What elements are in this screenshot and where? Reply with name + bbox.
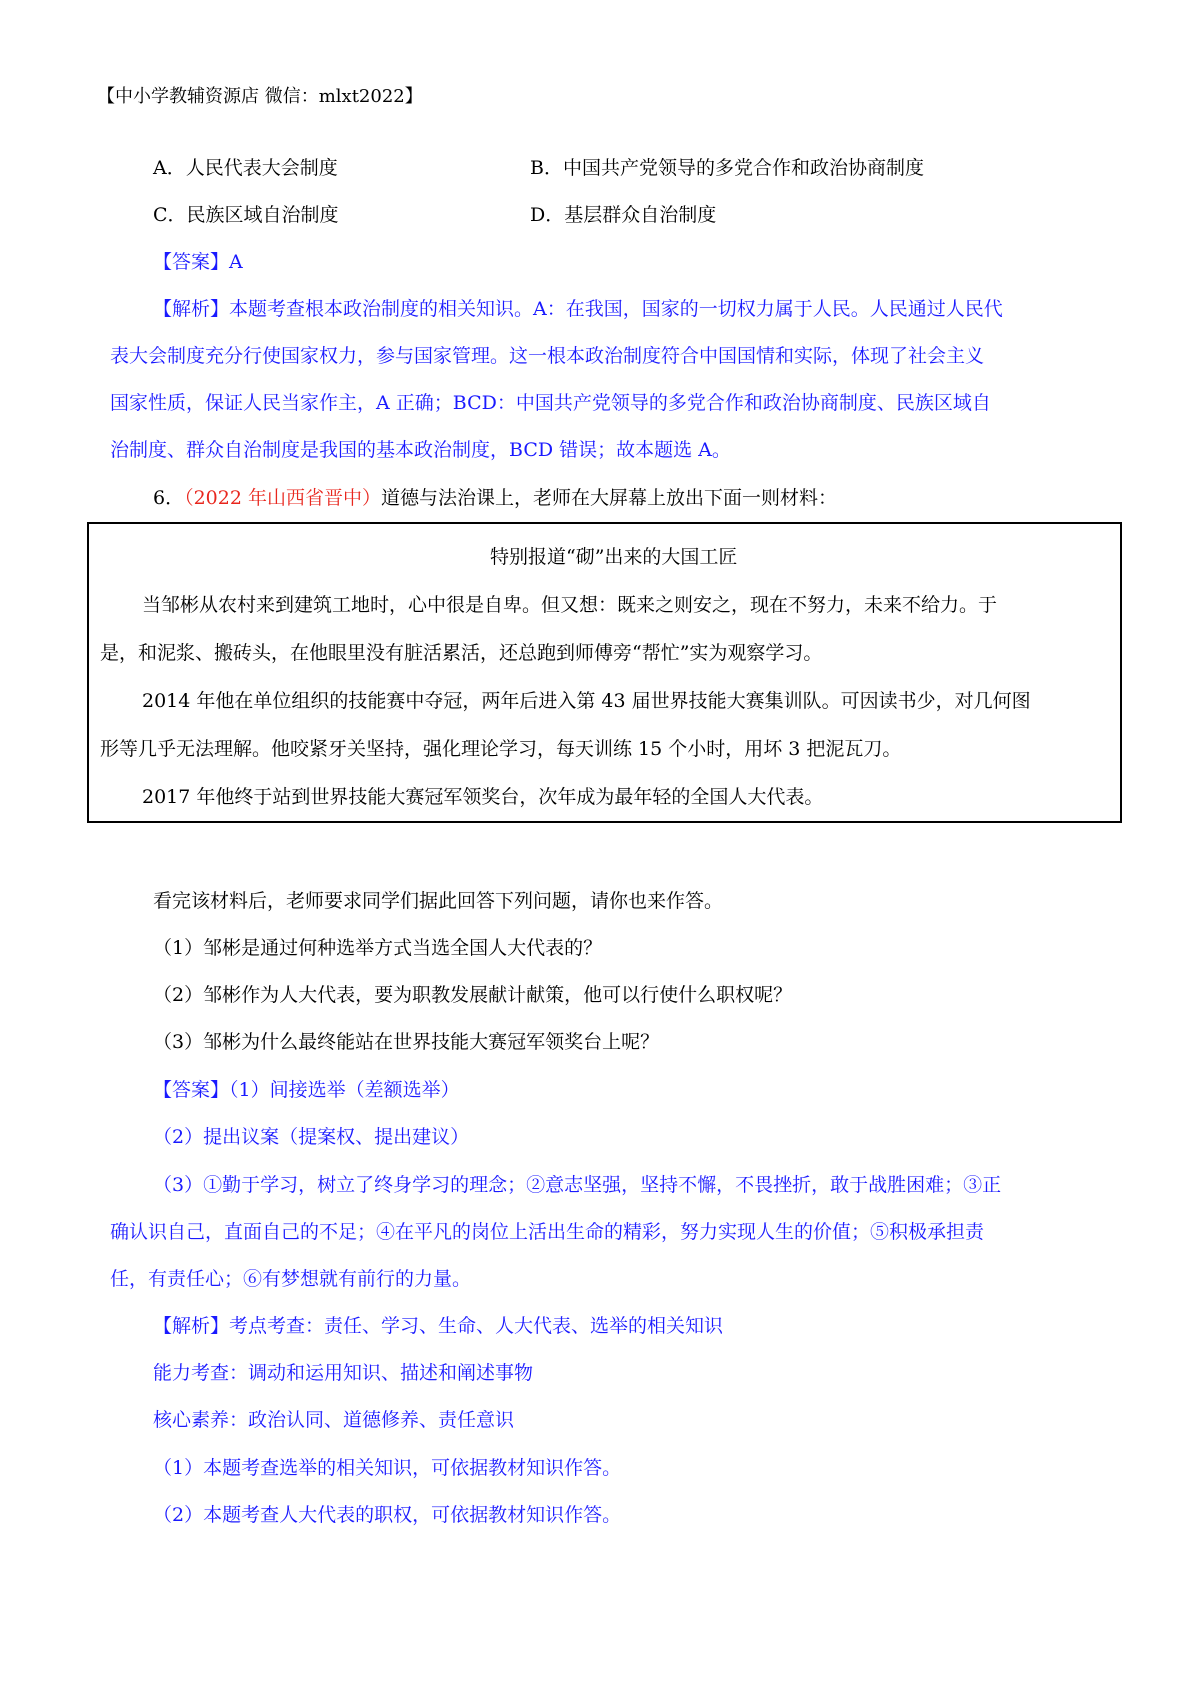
material-line: 当邹彬从农村来到建筑工地时，心中很是自卑。但又想：既来之则安之，现在不努力，未来不给力。于 [142,594,998,616]
sub-question: （1）邹彬是通过何种选举方式当选全国人大代表的？ [153,937,603,959]
option-b: B．中国共产党领导的多党合作和政治协商制度 [530,157,924,179]
sub-question: （3）邹彬为什么最终能站在世界技能大赛冠军领奖台上呢？ [153,1031,660,1053]
q6-answer-line: （3）①勤于学习，树立了终身学习的理念；②意志坚强，坚持不懈，不畏挫折，敢于战胜困难；③正 [153,1174,1002,1196]
q6-analysis-line: （2）本题考查人大代表的职权，可依据教材知识作答。 [153,1504,622,1526]
q5-analysis-line: 治制度、群众自治制度是我国的基本政治制度，BCD 错误；故本题选 A。 [110,439,731,461]
question-source: （2022 年山西省晋中） [184,487,381,509]
q6-analysis-line: （1）本题考查选举的相关知识，可依据教材知识作答。 [153,1457,622,1479]
q6-answer-line: 任，有责任心；⑥有梦想就有前行的力量。 [110,1268,472,1290]
prompt-text: 看完该材料后，老师要求同学们据此回答下列问题，请你也来作答。 [153,890,724,912]
q5-analysis-line: 表大会制度充分行使国家权力，参与国家管理。这一根本政治制度符合中国国情和实际，体现了社会主义 [110,345,985,367]
option-c: C．民族区域自治制度 [153,204,339,226]
material-line: 2014 年他在单位组织的技能赛中夺冠，两年后进入第 43 届世界技能大赛集训队。可因读书少，对几何图 [142,690,1031,712]
option-d: D．基层群众自治制度 [530,204,717,226]
option-a: A．人民代表大会制度 [153,157,338,179]
page-header: 【中小学教辅资源店 微信：mlxt2022】 [97,86,423,107]
material-line: 是，和泥浆、搬砖头，在他眼里没有脏活累活，还总跑到师傅旁“帮忙”实为观察学习。 [100,642,823,664]
question-stem: 道德与法治课上，老师在大屏幕上放出下面一则材料： [381,487,838,509]
q6-answer-line: （2）提出议案（提案权、提出建议） [153,1126,470,1148]
material-title: 特别报道“砌”出来的大国工匠 [490,546,738,568]
q6-analysis-line: 核心素养：政治认同、道德修养、责任意识 [153,1409,515,1431]
question-6-line [153,485,837,511]
question-number: 6． [153,487,185,509]
q6-answer-line: 确认识自己，直面自己的不足；④在平凡的岗位上活出生命的精彩，努力实现人生的价值；⑤积极承担责 [110,1221,985,1243]
material-line: 形等几乎无法理解。他咬紧牙关坚持，强化理论学习，每天训练 15 个小时，用坏 3 把泥瓦刀。 [100,738,902,760]
q5-analysis-line: 国家性质，保证人民当家作主，A 正确；BCD：中国共产党领导的多党合作和政治协商制度、民族区域自 [110,392,991,414]
sub-question: （2）邹彬作为人大代表，要为职教发展献计献策，他可以行使什么职权呢？ [153,984,793,1006]
q5-analysis-line: 【解析】本题考查根本政治制度的相关知识。A：在我国，国家的一切权力属于人民。人民通过人民代 [153,298,1003,320]
q6-analysis-line: 【解析】考点考查：责任、学习、生命、人大代表、选举的相关知识 [153,1315,724,1337]
q6-analysis-line: 能力考查：调动和运用知识、描述和阐述事物 [153,1362,534,1384]
q5-answer: 【答案】A [153,251,243,273]
material-line: 2017 年他终于站到世界技能大赛冠军领奖台，次年成为最年轻的全国人大代表。 [142,786,824,808]
q6-answer-line: 【答案】（1）间接选举（差额选举） [153,1079,460,1101]
